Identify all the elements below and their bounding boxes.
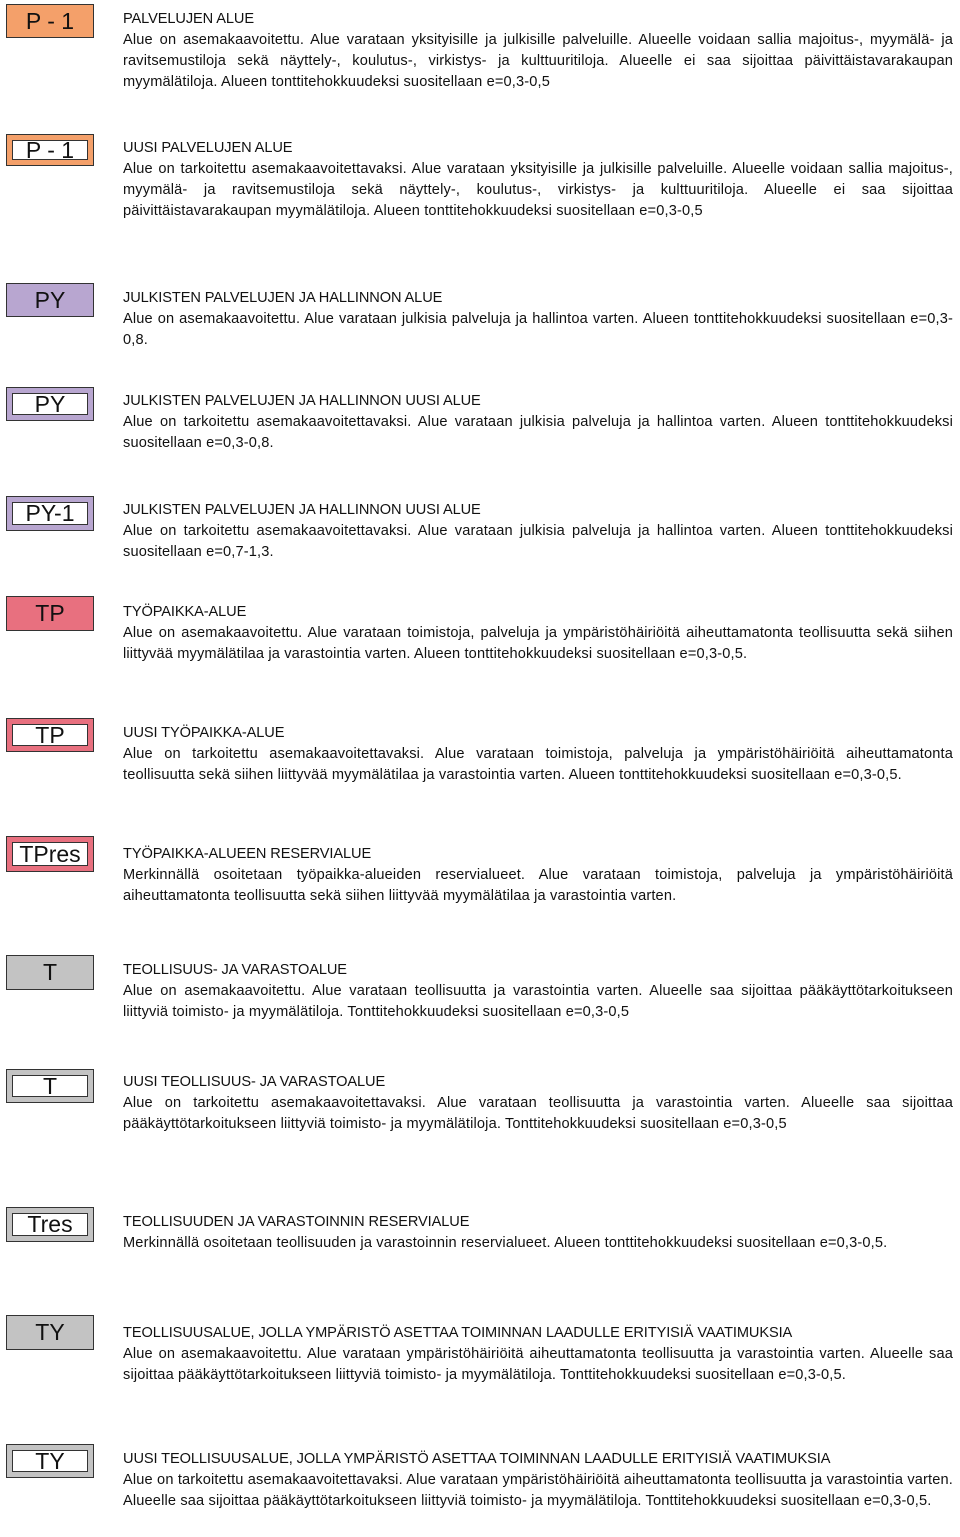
legend-description: Merkinnällä osoitetaan työpaikka-alueiden reservialueet. Alue varataan toimistoja, palveluja ja ympäristöhäiriöitä aiheuttamatonta teollisuutta sekä siihen liittyvää myymälätilaa ja varastointia varten. xyxy=(123,867,953,904)
area-symbol-code: PY-1 xyxy=(12,502,88,525)
area-symbol-code: P - 1 xyxy=(7,5,93,37)
area-symbol-tp-new xyxy=(6,718,94,752)
legend-description: Alue on tarkoitettu asemakaavoitettavaksi. Alue varataan julkisia palveluja ja hallintoa varten. Alueen tonttitehokkuudeksi suositellaan e=0,3-0,8. xyxy=(123,414,953,451)
area-symbol-code: PY xyxy=(12,393,88,415)
legend-description: Alue on asemakaavoitettu. Alue varataan toimistoja, palveluja ja ympäristöhäiriöitä aiheuttamatonta teollisuutta sekä siihen liittyvää myymälätilaa ja varastointia varten. Alueen tonttitehokkuudeksi suositellaan e=0,3-0,5. xyxy=(123,625,953,662)
legend-title: PALVELUJEN ALUE xyxy=(123,11,254,27)
legend-title: UUSI TEOLLISUUSALUE, JOLLA YMPÄRISTÖ ASETTAA TOIMINNAN LAADULLE ERITYISIÄ VAATIMUKSIA xyxy=(123,1451,831,1467)
area-symbol-p1 xyxy=(6,4,94,38)
legend-text xyxy=(123,391,953,454)
legend-text xyxy=(123,1212,953,1254)
legend-title: UUSI PALVELUJEN ALUE xyxy=(123,140,293,156)
legend-description: Alue on asemakaavoitettu. Alue varataan julkisia palveluja ja hallintoa varten. Alueen tonttitehokkuudeksi suositellaan e=0,3-0,8. xyxy=(123,311,953,348)
legend-title: TEOLLISUUDEN JA VARASTOINNIN RESERVIALUE xyxy=(123,1214,470,1230)
legend-text xyxy=(123,288,953,351)
legend-text xyxy=(123,500,953,563)
legend-description: Merkinnällä osoitetaan teollisuuden ja varastoinnin reservialueet. Alueen tonttitehokkuudeksi suositellaan e=0,3-0,5. xyxy=(123,1235,888,1251)
legend-title: JULKISTEN PALVELUJEN JA HALLINNON UUSI ALUE xyxy=(123,502,481,518)
legend-text xyxy=(123,1323,953,1386)
legend-text xyxy=(123,9,953,93)
legend-description: Alue on tarkoitettu asemakaavoitettavaksi. Alue varataan julkisia palveluja ja hallintoa varten. Alueen tonttitehokkuudeksi suositellaan e=0,7-1,3. xyxy=(123,523,953,560)
legend-text xyxy=(123,960,953,1023)
area-symbol-py xyxy=(6,283,94,317)
legend-text xyxy=(123,723,953,786)
area-symbol-py-new xyxy=(6,387,94,421)
area-symbol-code: P - 1 xyxy=(12,140,88,160)
area-symbol-code: T xyxy=(12,1075,88,1097)
legend-description: Alue on tarkoitettu asemakaavoitettavaksi. Alue varataan toimistoja, palveluja ja ympäristöhäiriöitä aiheuttamatonta teollisuutta sekä siihen liittyvää myymälätilaa ja varastointia varten. Alueen tonttitehokkuudeksi suositellaan e=0,3-0,5. xyxy=(123,746,953,783)
area-symbol-code: PY xyxy=(7,284,93,316)
area-symbol-ty-new xyxy=(6,1444,94,1478)
legend-text xyxy=(123,1072,953,1135)
area-symbol-p1-new xyxy=(6,134,94,166)
area-symbol-code: TY xyxy=(7,1316,93,1349)
legend-title: JULKISTEN PALVELUJEN JA HALLINNON ALUE xyxy=(123,290,443,306)
area-symbol-code: TY xyxy=(12,1450,88,1472)
legend-title: UUSI TEOLLISUUS- JA VARASTOALUE xyxy=(123,1074,386,1090)
legend-text xyxy=(123,1449,953,1512)
area-symbol-code: Tres xyxy=(12,1213,88,1236)
legend-title: TYÖPAIKKA-ALUE xyxy=(123,604,247,620)
legend-description: Alue on asemakaavoitettu. Alue varataan yksityisille ja julkisille palveluille. Alueelle voidaan sallia majoitus-, myymälä- ja ravitsemustiloja sekä näyttely-, koulutus-, virkistys- ja kulttuuritiloja. Alueelle ei saa sijoittaa päivittäistavarakaupan myymälätiloja. Alueen tonttitehokkuudeksi suositellaan e=0,3-0,5 xyxy=(123,32,953,90)
legend-title: UUSI TYÖPAIKKA-ALUE xyxy=(123,725,285,741)
legend-description: Alue on tarkoitettu asemakaavoitettavaksi. Alue varataan ympäristöhäiriöitä aiheuttamatonta teollisuutta ja varastointia varten. Alueelle saa sijoittaa pääkäyttötarkoitukseen liittyviä toimisto- ja myymälätiloja. Tonttitehokkuudeksi suositellaan e=0,3-0,5. xyxy=(123,1472,953,1509)
legend-text xyxy=(123,602,953,665)
area-symbol-tpres xyxy=(6,836,94,872)
area-symbol-code: TP xyxy=(12,724,88,746)
area-symbol-tres xyxy=(6,1207,94,1242)
legend-description: Alue on asemakaavoitettu. Alue varataan ympäristöhäiriöitä aiheuttamatonta teollisuutta ja varastointia varten. Alueelle saa sijoittaa pääkäyttötarkoitukseen liittyviä toimisto- ja myymälätiloja. Tonttitehokkuudeksi suositellaan e=0,3-0,5. xyxy=(123,1346,953,1383)
legend-title: JULKISTEN PALVELUJEN JA HALLINNON UUSI ALUE xyxy=(123,393,481,409)
legend-description: Alue on tarkoitettu asemakaavoitettavaksi. Alue varataan yksityisille ja julkisille palveluille. Alueelle voidaan sallia majoitus-, myymälä- ja ravitsemustiloja sekä näyttely-, koulutus-, virkistys- ja kulttuuritiloja. Alueelle ei saa sijoittaa päivittäistavarakaupan myymälätiloja. Alueen tonttitehokkuudeksi suositellaan e=0,3-0,5 xyxy=(123,161,953,219)
legend-text xyxy=(123,138,953,222)
legend-description: Alue on tarkoitettu asemakaavoitettavaksi. Alue varataan teollisuutta ja varastointia varten. Alueelle saa sijoittaa pääkäyttötarkoitukseen liittyviä toimisto- ja myymälätiloja. Tonttitehokkuudeksi suositellaan e=0,3-0,5 xyxy=(123,1095,953,1132)
area-symbol-tp xyxy=(6,596,94,631)
area-symbol-code: T xyxy=(7,956,93,989)
area-symbol-code: TPres xyxy=(12,842,88,866)
area-symbol-py1 xyxy=(6,496,94,531)
legend-title: TEOLLISUUS- JA VARASTOALUE xyxy=(123,962,347,978)
area-symbol-code: TP xyxy=(7,597,93,630)
area-symbol-t xyxy=(6,955,94,990)
legend-text xyxy=(123,844,953,907)
area-symbol-t-new xyxy=(6,1069,94,1103)
area-symbol-ty xyxy=(6,1315,94,1350)
legend-title: TEOLLISUUSALUE, JOLLA YMPÄRISTÖ ASETTAA TOIMINNAN LAADULLE ERITYISIÄ VAATIMUKSIA xyxy=(123,1325,793,1341)
legend-description: Alue on asemakaavoitettu. Alue varataan teollisuutta ja varastointia varten. Alueelle saa sijoittaa pääkäyttötarkoitukseen liittyviä toimisto- ja myymälätiloja. Tonttitehokkuudeksi suositellaan e=0,3-0,5 xyxy=(123,983,953,1020)
legend-title: TYÖPAIKKA-ALUEEN RESERVIALUE xyxy=(123,846,372,862)
